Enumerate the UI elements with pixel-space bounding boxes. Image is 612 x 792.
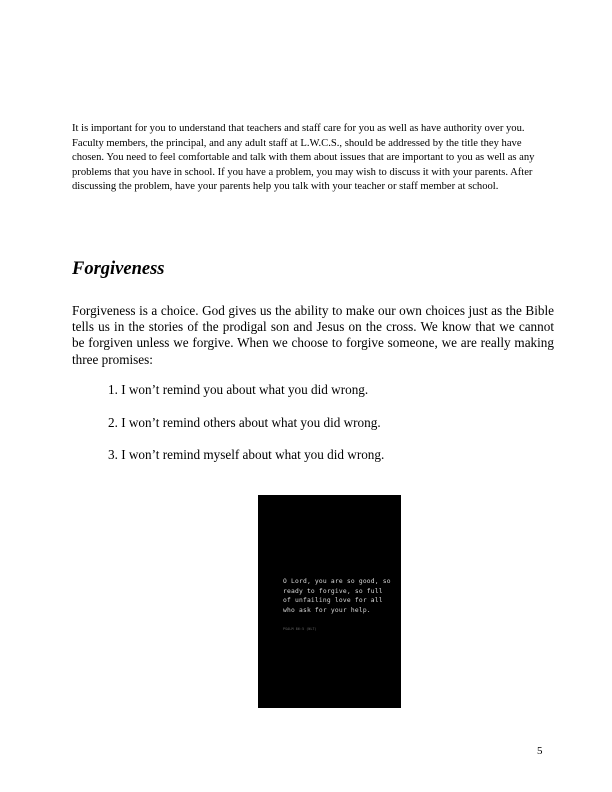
poster-quote: O Lord, you are so good, so ready to forgive, so full of unfailing love for all who ask for your help. xyxy=(283,578,391,614)
promises-list xyxy=(108,382,384,480)
intro-paragraph: It is important for you to understand that teachers and staff care for you as well as have authority over you. Faculty members, the principal, and any adult staff at L.W.C.S., should be addressed by the title they have chosen. You need to feel comfortable and talk with them about issues that are important to you as well as any problems that you have in school. If you have a problem, you may wish to discuss it with your parents. After discussing the problem, have your parents help you talk with your teacher or staff member at school. xyxy=(72,123,535,193)
section-heading-forgiveness: Forgiveness xyxy=(72,259,165,279)
poster-citation: PSALM 86:5 (NLT) xyxy=(283,627,317,631)
page-number: 5 xyxy=(537,745,543,757)
promise-item: 1. I won’t remind you about what you did wrong. xyxy=(108,382,369,397)
promise-item: 2. I won’t remind others about what you did wrong. xyxy=(108,414,381,430)
forgiveness-paragraph: Forgiveness is a choice. God gives us the ability to make our own choices just as the Bible tells us in the stories of the prodigal son and Jesus on the cross. We know that we cannot be forgiven unless we forgive. When we choose to forgive someone, we are really making three promises: xyxy=(72,303,554,367)
promise-item: 3. I won’t remind myself about what you did wrong. xyxy=(108,447,385,462)
scripture-poster-image xyxy=(258,495,401,708)
